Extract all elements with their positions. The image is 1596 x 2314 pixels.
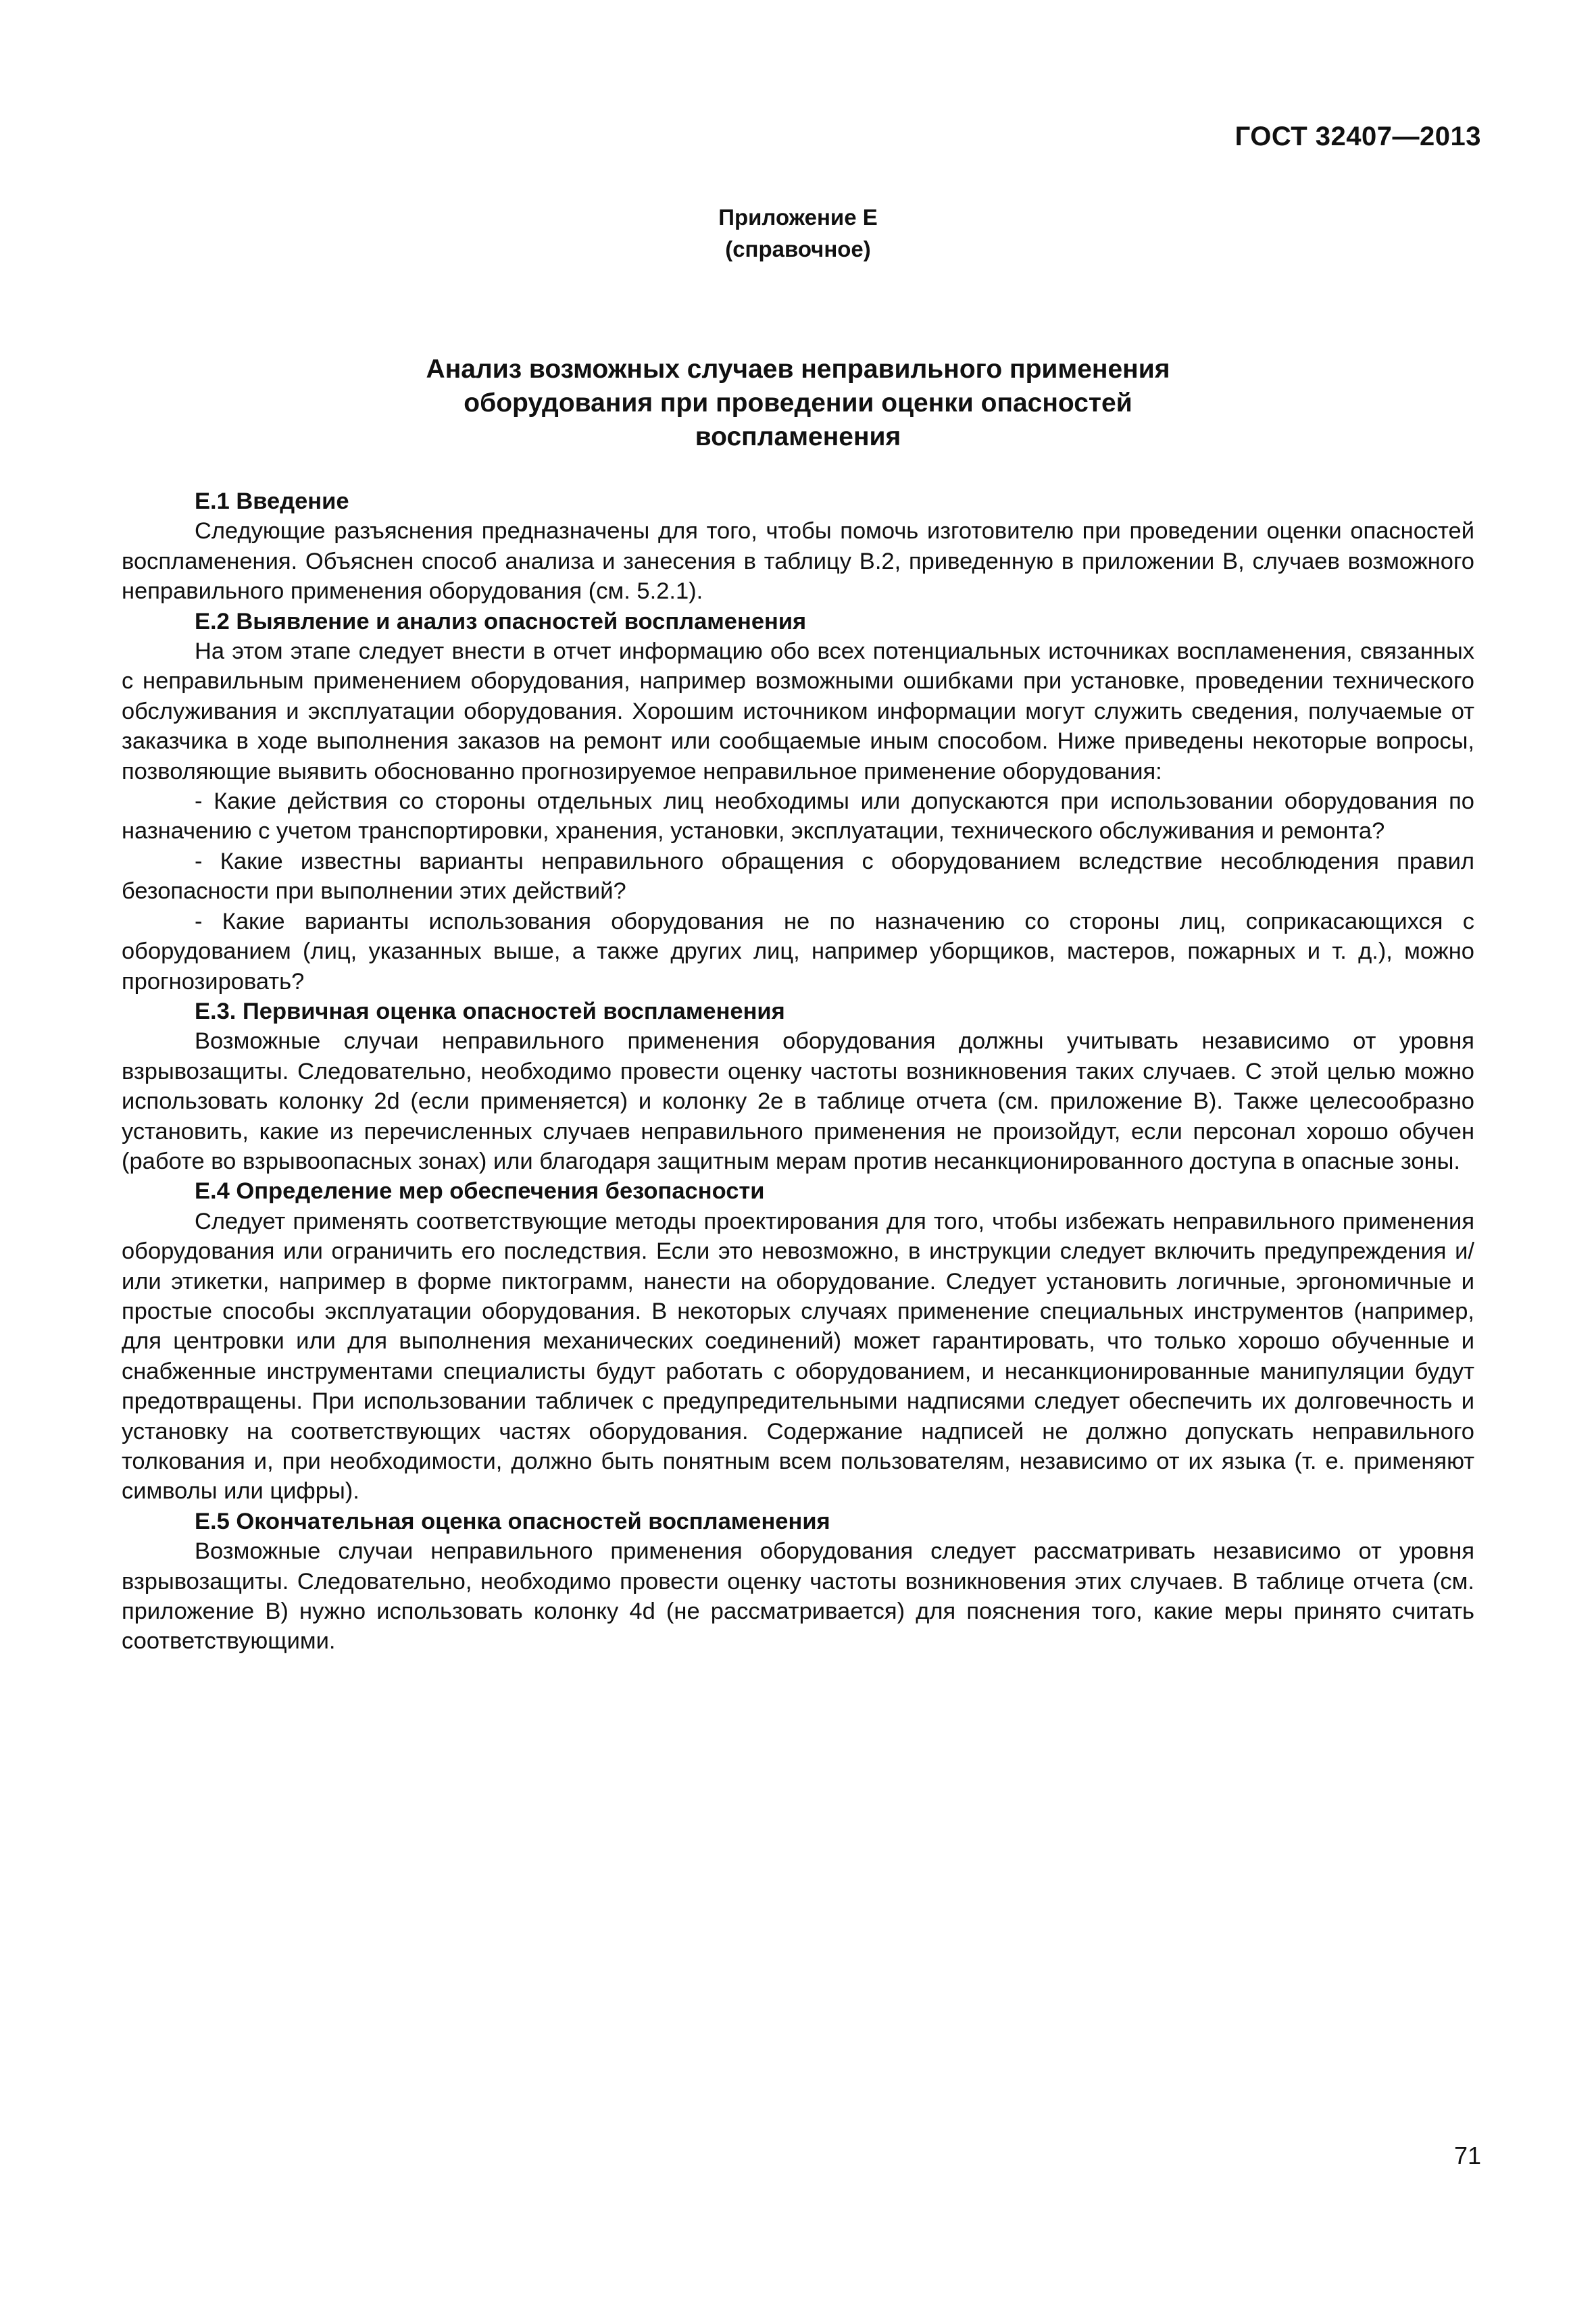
page-title (284, 353, 1312, 454)
section-heading-e3: Е.3. Первичная оценка опасностей воспламенения (195, 998, 785, 1024)
section-e5-paragraph: Возможные случаи неправильного применения оборудования следует рассматривать независимо от уровня взрывозащиты. Следовательно, необходимо провести оценку частоты возникновения этих случаев. В таблице отчета (см. приложение В) нужно использовать колонку 4d (не рассматривается) для пояснения того, какие меры принято считать соответствующими. (122, 1538, 1474, 1655)
section-e2-question-1: - Какие действия со стороны отдельных лиц необходимы или допускаются при использовании оборудования по назначению с учетом транспортировки, хранения, установки, эксплуатации, технического обслуживания и ремонта? (122, 788, 1474, 845)
appendix-type: (справочное) (725, 236, 871, 261)
page-number: 71 (1453, 2142, 1481, 2169)
section-heading-e2: Е.2 Выявление и анализ опасностей воспламенения (195, 608, 807, 634)
section-e3-paragraph: Возможные случаи неправильного применения оборудования должны учитывать независимо от уровня взрывозащиты. Следовательно, необходимо провести оценку частоты возникновения таких случаев. С этой целью можно использовать колонку 2d (если применяется) и колонку 2е в таблице отчета (см. приложение В). Также целесообразно установить, какие из перечисленных случаев неправильного применения не произойдут, если персонал хорошо обучен (работе во взрывоопасных зонах) или благодаря защитным мерам против несанкционированного доступа в опасные зоны. (122, 1028, 1474, 1174)
appendix-label: Приложение Е (718, 205, 878, 230)
section-e1-paragraph: Следующие разъяснения предназначены для того, чтобы помочь изготовителю при проведении оценки опасностей воспламенения. Объяснен способ анализа и занесения в таблицу В.2, приведенную в приложении В, случаев возможного неправильного применения оборудования (см. 5.2.1). (122, 518, 1474, 605)
document-body (122, 486, 1474, 1657)
title-line-3: воспламенения (695, 422, 901, 451)
title-line-2: оборудования при проведении оценки опасностей (464, 388, 1132, 418)
section-e2-paragraph: На этом этапе следует внести в отчет информацию обо всех потенциальных источниках воспламенения, связанных с неправильным применением оборудования, например возможными ошибками при установке, проведении технического обслуживания и эксплуатации оборудования. Хорошим источником информации могут служить сведения, получаемые от заказчика в ходе выполнения заказов на ремонт или сообщаемые иным способом. Ниже приведены некоторые вопросы, позволяющие выявить обоснованно прогнозируемое неправильное применение оборудования: (122, 638, 1474, 784)
section-heading-e4: Е.4 Определение мер обеспечения безопасности (195, 1178, 765, 1205)
title-line-1: Анализ возможных случаев неправильного применения (426, 355, 1170, 384)
section-heading-e1: Е.1 Введение (195, 488, 349, 514)
document-id: ГОСТ 32407—2013 (1235, 122, 1481, 151)
section-heading-e5: Е.5 Окончательная оценка опасностей воспламенения (195, 1508, 830, 1534)
appendix-header (0, 201, 1596, 265)
section-e4-paragraph: Следует применять соответствующие методы проектирования для того, чтобы избежать неправильного применения оборудования или ограничить его последствия. Если это невозможно, в инструкции следует включить предупреждения и/или этикетки, например в форме пиктограмм, нанести на оборудование. Следует установить логичные, эргономичные и простые способы эксплуатации оборудования. В некоторых случаях применение специальных инструментов (например, для центровки или для выполнения механических соединений) может гарантировать, что только хорошо обученные и снабженные инструментами специалисты будут работать с оборудованием, и несанкционированные манипуляции будут предотвращены. При использовании табличек с предупредительными надписями следует обеспечить их долговечность и установку на соответствующих частях оборудования. Содержание надписей не должно допускать неправильного толкования и, при необходимости, должно быть понятным всем пользователям, независимо от их языка (т. е. применяют символы или цифры). (122, 1208, 1474, 1505)
section-e2-question-3: - Какие варианты использования оборудования не по назначению со стороны лиц, соприкасающихся с оборудованием (лиц, указанных выше, а также других лиц, например уборщиков, мастеров, пожарных и т. д.), можно прогнозировать? (122, 908, 1474, 995)
section-e2-question-2: - Какие известны варианты неправильного обращения с оборудованием вследствие несоблюдения правил безопасности при выполнении этих действий? (122, 848, 1474, 905)
